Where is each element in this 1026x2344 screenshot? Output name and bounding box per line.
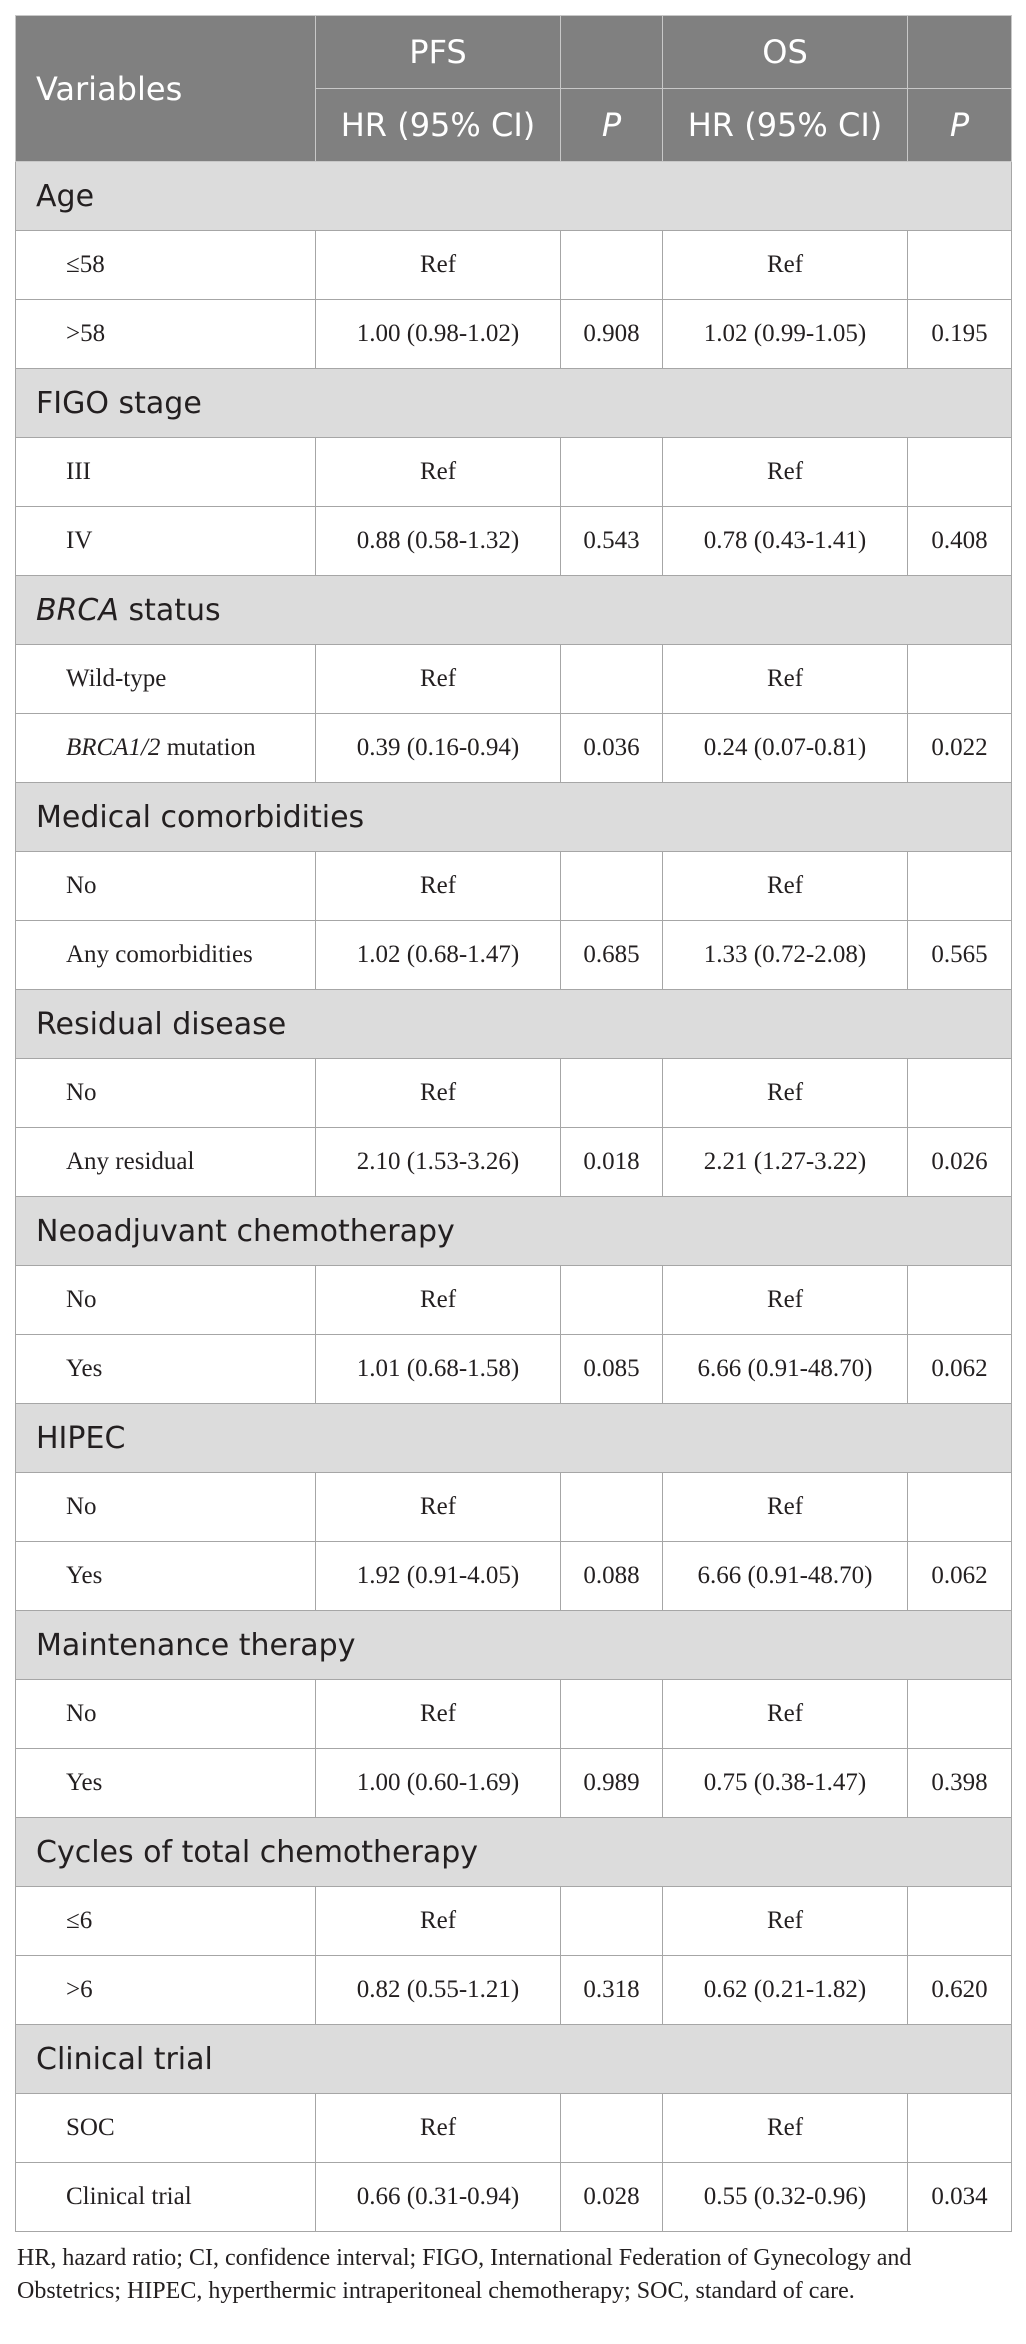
row-label-text: Yes xyxy=(66,1355,103,1382)
row-label-text: SOC xyxy=(66,2114,115,2141)
group-row xyxy=(16,2025,1012,2094)
pfs-p-cell xyxy=(561,2094,663,2163)
pfs-p-cell: 0.543 xyxy=(561,507,663,576)
pfs-p-cell xyxy=(561,1473,663,1542)
os-p-cell xyxy=(908,1473,1012,1542)
row-label xyxy=(16,1059,316,1128)
os-hr-cell: Ref xyxy=(663,2094,908,2163)
os-hr-cell: 6.66 (0.91-48.70) xyxy=(663,1335,908,1404)
os-p-cell: 0.034 xyxy=(908,2163,1012,2232)
group-row xyxy=(16,990,1012,1059)
group-row xyxy=(16,162,1012,231)
pfs-hr-cell: 0.82 (0.55-1.21) xyxy=(316,1956,561,2025)
os-hr-header: HR (95% CI) xyxy=(663,89,908,162)
pfs-p-header xyxy=(561,89,663,162)
pfs-p-cell: 0.685 xyxy=(561,921,663,990)
group-title-text: Cycles of total chemotherapy xyxy=(36,1834,479,1870)
os-p-cell: 0.565 xyxy=(908,921,1012,990)
row-label-text: ≤6 xyxy=(66,1907,93,1934)
row-label xyxy=(16,1335,316,1404)
row-label-text: Yes xyxy=(66,1562,103,1589)
os-hr-cell: Ref xyxy=(663,852,908,921)
row-label xyxy=(16,852,316,921)
pfs-hr-cell: 1.01 (0.68-1.58) xyxy=(316,1335,561,1404)
os-p-cell: 0.620 xyxy=(908,1956,1012,2025)
group-title xyxy=(16,576,1012,645)
pfs-hr-cell: 0.88 (0.58-1.32) xyxy=(316,507,561,576)
row-label xyxy=(16,1956,316,2025)
os-hr-cell: Ref xyxy=(663,645,908,714)
group-title xyxy=(16,2025,1012,2094)
group-title-text: Clinical trial xyxy=(36,2041,213,2077)
os-hr-cell: 0.78 (0.43-1.41) xyxy=(663,507,908,576)
row-label xyxy=(16,714,316,783)
os-p-cell xyxy=(908,852,1012,921)
group-title xyxy=(16,1818,1012,1887)
os-hr-cell: Ref xyxy=(663,231,908,300)
os-hr-cell: 0.75 (0.38-1.47) xyxy=(663,1749,908,1818)
os-hr-cell: Ref xyxy=(663,1473,908,1542)
os-p-cell: 0.408 xyxy=(908,507,1012,576)
group-title xyxy=(16,783,1012,852)
row-label xyxy=(16,921,316,990)
row-label-text: mutation xyxy=(160,734,256,761)
table-footnote: HR, hazard ratio; CI, confidence interval; FIGO, International Federation of Gynecology and Obstetrics; HIPEC, hyperthermic intraperitoneal chemotherapy; SOC, standard of care. xyxy=(17,2245,912,2304)
row-label-text: ≤58 xyxy=(66,251,105,278)
os-p-cell xyxy=(908,645,1012,714)
os-hr-cell: Ref xyxy=(663,438,908,507)
pfs-hr-cell: 1.92 (0.91-4.05) xyxy=(316,1542,561,1611)
os-hr-cell: 2.21 (1.27-3.22) xyxy=(663,1128,908,1197)
pfs-hr-cell: 1.00 (0.60-1.69) xyxy=(316,1749,561,1818)
pfs-p-cell: 0.989 xyxy=(561,1749,663,1818)
row-label-text: III xyxy=(66,458,91,485)
os-hr-cell: 0.62 (0.21-1.82) xyxy=(663,1956,908,2025)
group-title-italic: BRCA xyxy=(36,592,119,628)
os-p-cell xyxy=(908,231,1012,300)
pfs-p-cell xyxy=(561,1059,663,1128)
table-row xyxy=(16,300,1012,369)
pfs-p-cell xyxy=(561,1680,663,1749)
pfs-header: PFS xyxy=(316,16,561,89)
table-row xyxy=(16,2094,1012,2163)
table-row xyxy=(16,1956,1012,2025)
pfs-hr-cell: Ref xyxy=(316,438,561,507)
row-label-text: No xyxy=(66,1079,97,1106)
row-label xyxy=(16,2094,316,2163)
row-label-text: Clinical trial xyxy=(66,2183,192,2210)
table-body xyxy=(16,162,1012,2232)
row-label-text: >58 xyxy=(66,320,106,347)
pfs-hr-cell: 1.02 (0.68-1.47) xyxy=(316,921,561,990)
os-p-cell: 0.398 xyxy=(908,1749,1012,1818)
os-p-cell xyxy=(908,438,1012,507)
group-title-text: HIPEC xyxy=(36,1420,126,1456)
os-hr-cell: Ref xyxy=(663,1059,908,1128)
row-label xyxy=(16,1128,316,1197)
pfs-p-cell xyxy=(561,231,663,300)
pfs-p-cell: 0.028 xyxy=(561,2163,663,2232)
table-row xyxy=(16,1887,1012,1956)
table-row xyxy=(16,1749,1012,1818)
row-label xyxy=(16,300,316,369)
group-row xyxy=(16,1197,1012,1266)
group-title xyxy=(16,990,1012,1059)
table-row xyxy=(16,2163,1012,2232)
group-title-text: Neoadjuvant chemotherapy xyxy=(36,1213,455,1249)
group-title-text: status xyxy=(118,592,221,628)
os-p-cell xyxy=(908,1887,1012,1956)
group-title-text: Medical comorbidities xyxy=(36,799,365,835)
row-label xyxy=(16,1887,316,1956)
os-p-cell xyxy=(908,2094,1012,2163)
table-row xyxy=(16,1680,1012,1749)
pfs-hr-cell: 0.66 (0.31-0.94) xyxy=(316,2163,561,2232)
os-p-cell: 0.026 xyxy=(908,1128,1012,1197)
pfs-hr-cell: Ref xyxy=(316,1059,561,1128)
row-label-text: Wild-type xyxy=(66,665,167,692)
pfs-hr-cell: Ref xyxy=(316,231,561,300)
row-label xyxy=(16,2163,316,2232)
group-row xyxy=(16,1404,1012,1473)
os-spacer-header xyxy=(908,16,1012,89)
table-container xyxy=(15,15,1011,2308)
row-label-text: No xyxy=(66,1286,97,1313)
pfs-hr-cell: Ref xyxy=(316,2094,561,2163)
os-p-cell: 0.062 xyxy=(908,1542,1012,1611)
group-title-text: Age xyxy=(36,178,95,214)
row-label-text: Yes xyxy=(66,1769,103,1796)
os-hr-cell: 6.66 (0.91-48.70) xyxy=(663,1542,908,1611)
pfs-p-cell xyxy=(561,645,663,714)
table-header xyxy=(16,16,1012,162)
pfs-p-cell: 0.908 xyxy=(561,300,663,369)
group-row xyxy=(16,1818,1012,1887)
table-row xyxy=(16,1128,1012,1197)
row-label xyxy=(16,645,316,714)
group-row xyxy=(16,783,1012,852)
pfs-hr-cell: 2.10 (1.53-3.26) xyxy=(316,1128,561,1197)
group-title xyxy=(16,1404,1012,1473)
os-hr-cell: 1.33 (0.72-2.08) xyxy=(663,921,908,990)
table-row xyxy=(16,1473,1012,1542)
row-label-text: No xyxy=(66,1700,97,1727)
pfs-p-cell: 0.018 xyxy=(561,1128,663,1197)
table-row xyxy=(16,714,1012,783)
pfs-hr-header: HR (95% CI) xyxy=(316,89,561,162)
os-p-cell: 0.022 xyxy=(908,714,1012,783)
pfs-hr-cell: 1.00 (0.98-1.02) xyxy=(316,300,561,369)
group-title xyxy=(16,1611,1012,1680)
group-title-text: Maintenance therapy xyxy=(36,1627,356,1663)
group-row xyxy=(16,1611,1012,1680)
pfs-p-cell xyxy=(561,1266,663,1335)
table-row xyxy=(16,645,1012,714)
row-label xyxy=(16,1680,316,1749)
pfs-hr-cell: Ref xyxy=(316,1473,561,1542)
os-p-cell: 0.062 xyxy=(908,1335,1012,1404)
pfs-hr-cell: Ref xyxy=(316,1266,561,1335)
os-header: OS xyxy=(663,16,908,89)
group-title-text: Residual disease xyxy=(36,1006,287,1042)
row-label-text: No xyxy=(66,872,97,899)
table-row xyxy=(16,1335,1012,1404)
row-label-text: Any residual xyxy=(66,1148,195,1175)
header-row-top xyxy=(16,16,1012,89)
row-label xyxy=(16,507,316,576)
os-p-cell xyxy=(908,1680,1012,1749)
group-title xyxy=(16,369,1012,438)
pfs-p-cell xyxy=(561,1887,663,1956)
os-p-cell: 0.195 xyxy=(908,300,1012,369)
group-title xyxy=(16,162,1012,231)
pfs-p-cell: 0.085 xyxy=(561,1335,663,1404)
os-p-header xyxy=(908,89,1012,162)
pfs-spacer-header xyxy=(561,16,663,89)
row-label xyxy=(16,231,316,300)
table-row xyxy=(16,507,1012,576)
os-p-label: P xyxy=(949,106,970,144)
os-p-cell xyxy=(908,1266,1012,1335)
row-label-italic: BRCA1/2 xyxy=(66,734,161,761)
table-row xyxy=(16,921,1012,990)
os-hr-cell: Ref xyxy=(663,1680,908,1749)
pfs-p-cell: 0.318 xyxy=(561,1956,663,2025)
row-label xyxy=(16,1266,316,1335)
row-label-text: Any comorbidities xyxy=(66,941,253,968)
pfs-p-cell: 0.036 xyxy=(561,714,663,783)
pfs-hr-cell: 0.39 (0.16-0.94) xyxy=(316,714,561,783)
results-table xyxy=(15,15,1012,2232)
os-hr-cell: Ref xyxy=(663,1887,908,1956)
row-label xyxy=(16,1473,316,1542)
table-row xyxy=(16,231,1012,300)
table-row xyxy=(16,1059,1012,1128)
group-row xyxy=(16,369,1012,438)
os-hr-cell: Ref xyxy=(663,1266,908,1335)
os-hr-cell: 1.02 (0.99-1.05) xyxy=(663,300,908,369)
group-row xyxy=(16,576,1012,645)
row-label-text: >6 xyxy=(66,1976,93,2003)
pfs-hr-cell: Ref xyxy=(316,645,561,714)
row-label-text: No xyxy=(66,1493,97,1520)
table-row xyxy=(16,438,1012,507)
pfs-p-cell: 0.088 xyxy=(561,1542,663,1611)
table-row xyxy=(16,852,1012,921)
pfs-p-label: P xyxy=(601,106,622,144)
row-label xyxy=(16,1749,316,1818)
variables-header: Variables xyxy=(16,16,316,162)
os-hr-cell: 0.55 (0.32-0.96) xyxy=(663,2163,908,2232)
table-row xyxy=(16,1266,1012,1335)
row-label-text: IV xyxy=(66,527,93,554)
group-title xyxy=(16,1197,1012,1266)
group-title-text: FIGO stage xyxy=(36,385,202,421)
table-row xyxy=(16,1542,1012,1611)
os-p-cell xyxy=(908,1059,1012,1128)
os-hr-cell: 0.24 (0.07-0.81) xyxy=(663,714,908,783)
pfs-hr-cell: Ref xyxy=(316,852,561,921)
pfs-hr-cell: Ref xyxy=(316,1887,561,1956)
pfs-p-cell xyxy=(561,438,663,507)
pfs-p-cell xyxy=(561,852,663,921)
row-label xyxy=(16,1542,316,1611)
row-label xyxy=(16,438,316,507)
pfs-hr-cell: Ref xyxy=(316,1680,561,1749)
